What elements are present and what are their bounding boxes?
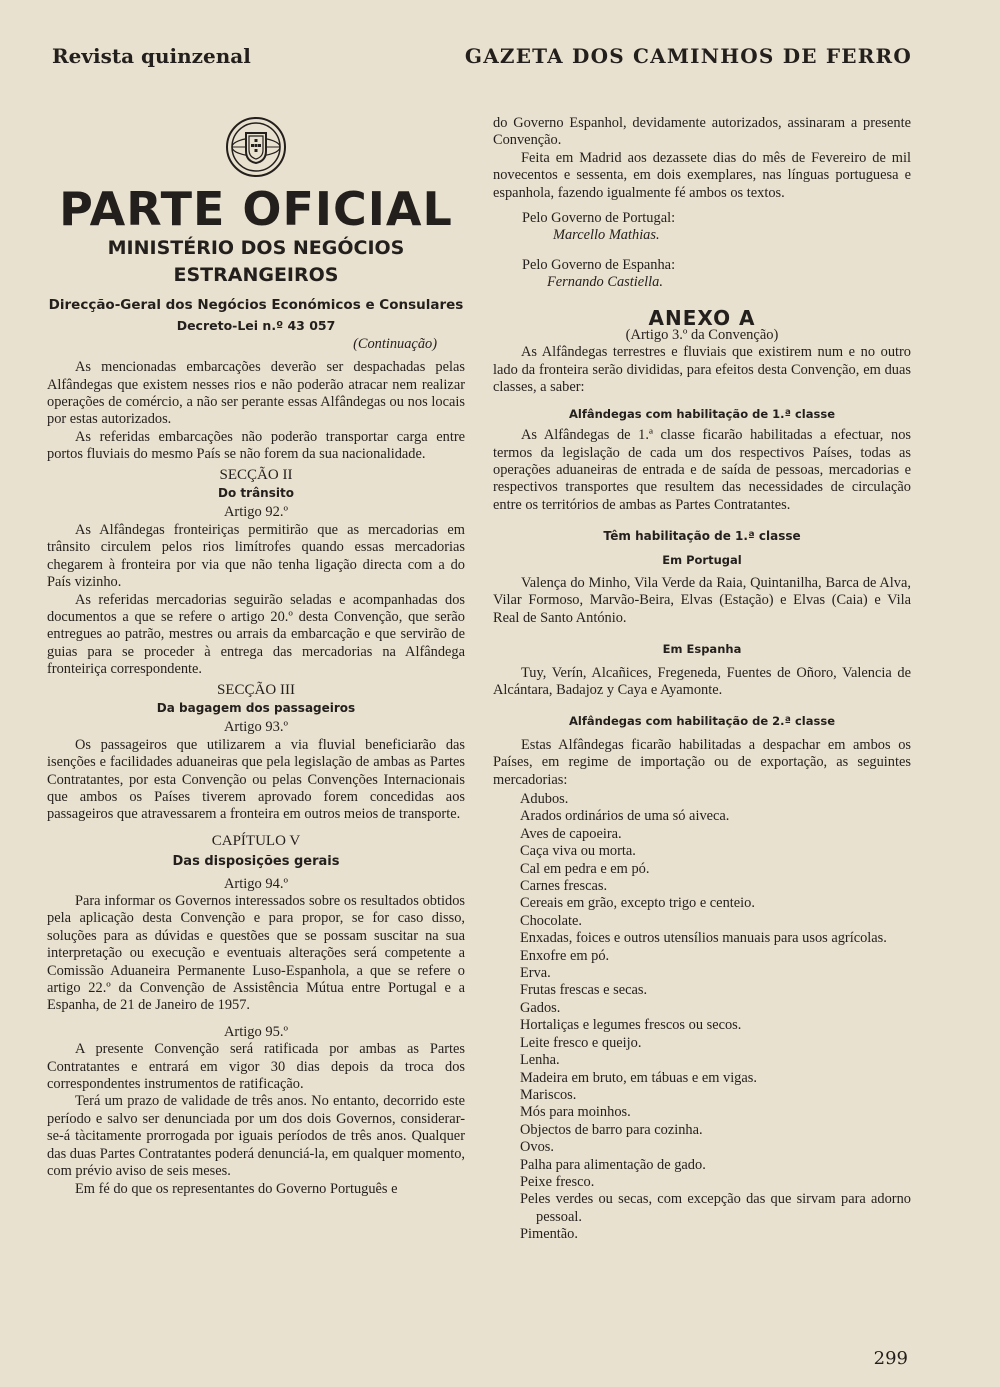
paragraph: Estas Alfândegas ficarão habilitadas a despachar em ambos os Países, em regime de importação ou de exportação, as seguintes mercadorias: bbox=[493, 736, 911, 788]
list-item: Objectos de barro para cozinha. bbox=[520, 1121, 703, 1138]
header-right-title: GAZETA DOS CAMINHOS DE FERRO bbox=[464, 44, 912, 68]
decree-number: Decreto-Lei n.º 43 057 bbox=[176, 318, 336, 334]
article-heading: Artigo 93.º bbox=[223, 719, 289, 736]
chapter-heading: CAPÍTULO V bbox=[211, 832, 301, 849]
annex-heading: ANEXO A bbox=[648, 305, 756, 330]
list-item: Caça viva ou morta. bbox=[520, 843, 636, 860]
portuguese-coat-of-arms-icon bbox=[224, 115, 288, 179]
paragraph: Para informar os Governos interessados sobre os resultados obtidos pela aplicação desta Convenção e para propor, se for caso disso, soluções para as dúvidas e questões que se possam suscitar na sua interpretação ou execução e eventuais alterações será competente a Comissão Aduaneira Permanente Luso-Espanhola, a que se refere o artigo 22.º da Convenção de Assistência Mútua entre Portugal e a Espanha, de 21 de Janeiro de 1957. bbox=[47, 893, 465, 1014]
list-item: Erva. bbox=[520, 965, 551, 982]
subsection-heading: Têm habilitação de 1.ª classe bbox=[603, 529, 801, 544]
paragraph: Tuy, Verín, Alcañices, Fregeneda, Fuentes de Oñoro, Valencia de Alcántara, Badajoz y Caya e Ayamonte. bbox=[493, 664, 911, 698]
subsection-heading: Alfândegas com habilitação de 1.ª classe bbox=[568, 406, 836, 421]
list-item: Enxofre em pó. bbox=[520, 947, 610, 964]
paragraph: As referidas embarcações não poderão transportar carga entre portos fluviais do mesmo País se não forem da sua nacionalidade. bbox=[47, 428, 465, 463]
paragraph: Terá um prazo de validade de três anos. No entanto, decorrido este período e salvo ser denunciada por um dos dois Governos, considerar-se-á tàcitamente prorrogada por iguais períodos de três anos. Qualquer das duas Partes Contratantes poderá denunciá-la, em qualquer momento, com prévio aviso de seis meses. bbox=[47, 1093, 465, 1180]
header-left-title: Revista quinzenal bbox=[52, 44, 251, 68]
country-heading: Em Espanha bbox=[662, 642, 742, 657]
goods-list bbox=[493, 791, 911, 1244]
paragraph: As Alfândegas fronteiriças permitirão que as mercadorias em trânsito circulem pelos rios limítrofes quando essas mercadorias chegarem à fronteira por via que não tenha ligação directa com a do País vizinho. bbox=[47, 521, 465, 591]
signature-name: Fernando Castiella. bbox=[547, 274, 663, 291]
page-number: 299 bbox=[873, 1348, 908, 1369]
paragraph: A presente Convenção será ratificada por ambas as Partes Contratantes e entrará em vigor 30 dias depois da troca dos correspondentes instrumentos de ratificação. bbox=[47, 1041, 465, 1093]
directorate-heading: Direcção-Geral dos Negócios Económicos e Consulares bbox=[48, 297, 464, 313]
list-item: Palha para alimentação de gado. bbox=[520, 1156, 706, 1173]
list-item: Ovos. bbox=[520, 1139, 554, 1156]
list-item: Leite fresco e queijo. bbox=[520, 1034, 642, 1051]
article-heading: Artigo 94.º bbox=[223, 875, 289, 892]
list-item: Pimentão. bbox=[520, 1226, 578, 1243]
list-item: Peixe fresco. bbox=[520, 1173, 595, 1190]
signature-label: Pelo Governo de Portugal: bbox=[522, 210, 676, 227]
section-subtitle: Do trânsito bbox=[218, 486, 294, 501]
list-item: Mariscos. bbox=[520, 1086, 577, 1103]
list-item: Frutas frescas e secas. bbox=[520, 982, 648, 999]
section-heading: SECÇÃO II bbox=[219, 466, 293, 483]
section-title: PARTE OFICIAL bbox=[59, 182, 453, 236]
paragraph: Os passageiros que utilizarem a via fluvial beneficiarão das isenções e facilidades aduaneiras que pela legislação de ambas as Partes Contratantes, por esta Convenção ou pelas Convenções Internacionais que ambos os Países tiverem aprovado forem concedidas aos passageiros que atravessarem a fronteira em outros meios de transporte. bbox=[47, 736, 465, 823]
section-heading: SECÇÃO III bbox=[217, 681, 295, 698]
right-column bbox=[493, 115, 911, 1244]
country-heading: Em Portugal bbox=[662, 552, 742, 567]
list-item: Gados. bbox=[520, 999, 561, 1016]
ministry-line-1: MINISTÉRIO DOS NEGÓCIOS bbox=[107, 237, 405, 259]
list-item: Peles verdes ou secas, com excepção das que sirvam para adorno pessoal. bbox=[520, 1191, 911, 1225]
list-item: Mós para moinhos. bbox=[520, 1104, 631, 1121]
subsection-heading: Alfândegas com habilitação de 2.ª classe bbox=[568, 714, 836, 729]
paragraph: Em fé do que os representantes do Governo Português e bbox=[75, 1180, 398, 1197]
ministry-line-2: ESTRANGEIROS bbox=[173, 264, 339, 286]
list-item: Aves de capoeira. bbox=[520, 825, 622, 842]
paragraph: do Governo Espanhol, devidamente autorizados, assinaram a presente Convenção. bbox=[493, 115, 911, 149]
list-item: Carnes frescas. bbox=[520, 878, 608, 895]
list-item: Adubos. bbox=[520, 791, 569, 807]
paragraph: Valença do Minho, Vila Verde da Raia, Quintanilha, Barca de Alva, Vilar Formoso, Marvão-Beira, Elvas (Estação) e Elvas (Caia) e Vila Real de Santo António. bbox=[493, 574, 911, 626]
left-column bbox=[47, 115, 465, 1198]
paragraph: Feita em Madrid aos dezassete dias do mês de Fevereiro de mil novecentos e sessenta, em dois exemplares, nas línguas portuguesa e espanhola, fazendo igualmente fé ambos os textos. bbox=[493, 149, 911, 201]
chapter-subtitle: Das disposições gerais bbox=[172, 854, 340, 870]
continuation-note: (Continuação) bbox=[353, 335, 437, 352]
list-item: Lenha. bbox=[520, 1052, 560, 1069]
signature-label: Pelo Governo de Espanha: bbox=[522, 256, 676, 273]
paragraph: As referidas mercadorias seguirão seladas e acompanhadas dos documentos a que se refere o artigo 20.º desta Convenção, que serão entregues ao patrão, mestres ou arrais da embarcação e que servirão de guias para se proceder à entrega das mercadorias na Alfândega fronteiriça correspondente. bbox=[47, 591, 465, 678]
list-item: Madeira em bruto, em tábuas e em vigas. bbox=[520, 1069, 757, 1086]
list-item: Cereais em grão, excepto trigo e centeio. bbox=[520, 895, 755, 912]
list-item: Arados ordinários de uma só aiveca. bbox=[520, 808, 730, 825]
paragraph: As Alfândegas terrestres e fluviais que existirem num e no outro lado da fronteira serão divididas, para efeitos desta Convenção, em duas classes, a saber: bbox=[493, 344, 911, 396]
running-header bbox=[52, 44, 912, 78]
section-subtitle: Da bagagem dos passageiros bbox=[156, 700, 356, 715]
list-item: Chocolate. bbox=[520, 912, 582, 929]
list-item: Cal em pedra e em pó. bbox=[520, 860, 650, 877]
annex-reference: (Artigo 3.º da Convenção) bbox=[625, 327, 779, 344]
list-item: Enxadas, foices e outros utensílios manuais para usos agrícolas. bbox=[520, 930, 887, 947]
paragraph: As mencionadas embarcações deverão ser despachadas pelas Alfândegas que existem nesses rios e não poderão atracar nem realizar operações de comércio, a não ser perante essas Alfândegas ou nos locais por estas autorizados. bbox=[47, 359, 465, 428]
article-heading: Artigo 95.º bbox=[223, 1023, 289, 1040]
signature-name: Marcello Mathias. bbox=[553, 227, 660, 244]
article-heading: Artigo 92.º bbox=[223, 504, 289, 521]
list-item: Hortaliças e legumes frescos ou secos. bbox=[520, 1017, 742, 1034]
paragraph: As Alfândegas de 1.ª classe ficarão habilitadas a efectuar, nos termos da legislação de cada um dos respectivos Países, todas as operações aduaneiras de entrada e de saída de pessoas, mercadorias e respectivos transportes que resultem das necessidades de circulação entre os territórios de ambas as Partes Contratantes. bbox=[493, 427, 911, 513]
